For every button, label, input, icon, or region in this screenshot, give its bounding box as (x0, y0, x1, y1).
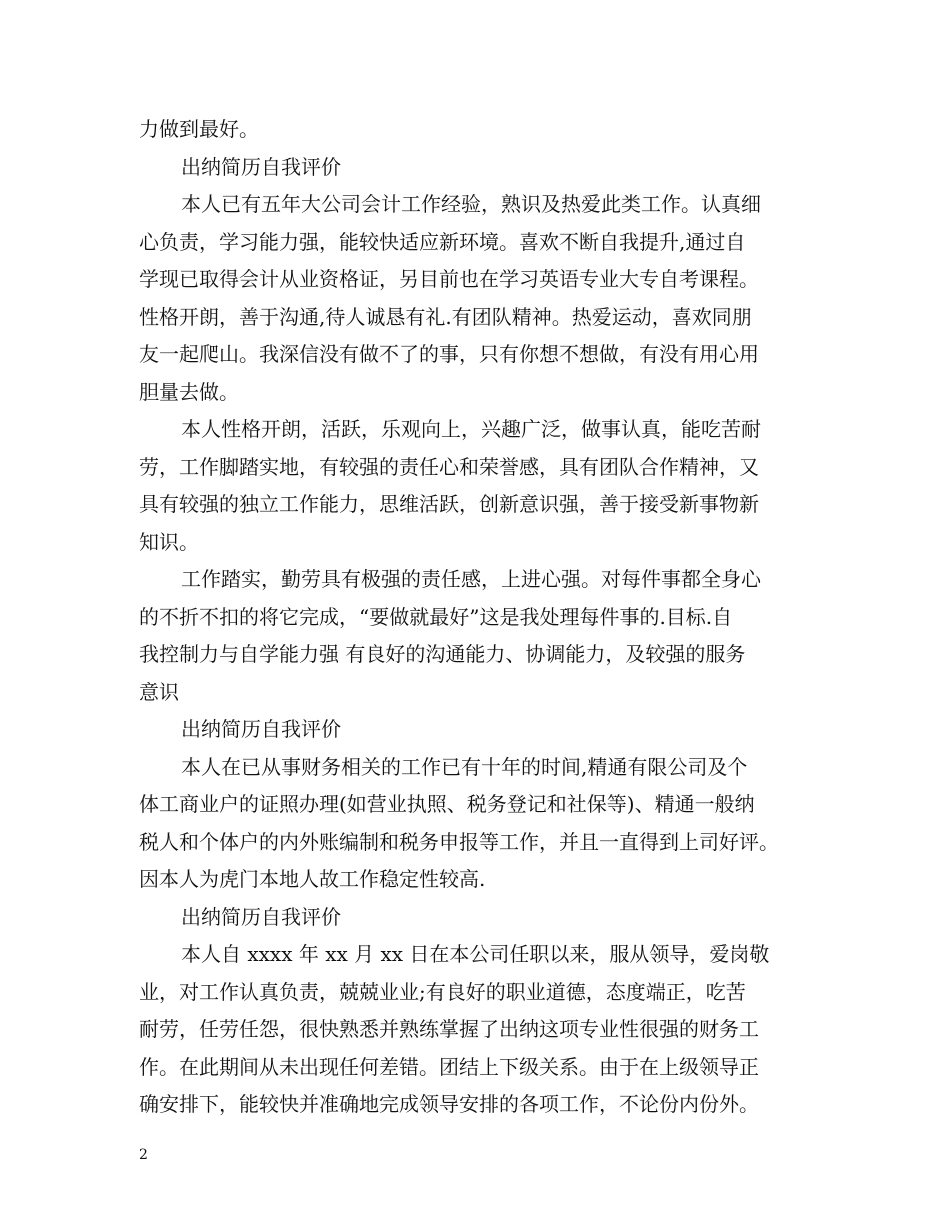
text-line: 作。在此期间从未出现任何差错。团结上下级关系。由于在上级领导正 (139, 1054, 759, 1079)
text-line: 确安排下，能较快并准确地完成领导安排的各项工作，不论份内份外。 (139, 1092, 759, 1116)
text-line: 力做到最好。 (139, 117, 259, 141)
text-line: 工作踏实，勤劳具有极强的责任感，上进心强。对每件事都全身心 (181, 567, 761, 591)
text-line: 本人在已从事财务相关的工作已有十年的时间,精通有限公司及个 (181, 754, 748, 779)
text-line: 胆量去做。 (139, 379, 239, 404)
text-line: 意识 (139, 679, 179, 704)
text-line: 具有较强的独立工作能力，思维活跃，创新意识强，善于接受新事物新 (139, 492, 759, 516)
text-line: 我控制力与自学能力强 有良好的沟通能力、协调能力，及较强的服务 (139, 642, 746, 666)
text-line: 友一起爬山。我深信没有做不了的事，只有你想不想做，有没有用心用 (139, 342, 759, 366)
text-line: 税人和个体户的内外账编制和税务申报等工作，并且一直得到上司好评。 (139, 829, 779, 854)
page-number: 2 (139, 1147, 148, 1163)
text-line: 知识。 (139, 529, 199, 554)
text-line: 出纳简历自我评价 (181, 717, 341, 741)
text-line: 耐劳，任劳任怨，很快熟悉并熟练掌握了出纳这项专业性很强的财务工 (139, 1017, 759, 1041)
text-line: 的不折不扣的将它完成，“要做就最好”这是我处理每件事的.目标.自 (139, 604, 733, 629)
document-body (139, 111, 829, 1124)
text-line: 本人自 xxxx 年 xx 月 xx 日在本公司任职以来，服从领导，爱岗敬 (181, 942, 770, 966)
text-line: 学现已取得会计从业资格证，另目前也在学习英语专业大专自考课程。 (139, 267, 759, 291)
text-line: 劳，工作脚踏实地，有较强的责任心和荣誉感，具有团队合作精神，又 (139, 454, 759, 479)
text-line: 业，对工作认真负责，兢兢业业;有良好的职业道德，态度端正，吃苦 (139, 979, 746, 1004)
text-line: 因本人为虎门本地人故工作稳定性较高. (139, 867, 486, 891)
text-line: 性格开朗，善于沟通,待人诚恳有礼.有团队精神。热爱运动，喜欢同朋 (139, 304, 752, 329)
text-line: 本人已有五年大公司会计工作经验，熟识及热爱此类工作。认真细 (181, 192, 761, 216)
text-line: 出纳简历自我评价 (181, 154, 341, 179)
text-line: 体工商业户的证照办理(如营业执照、税务登记和社保等)、精通一般纳 (139, 792, 755, 816)
text-line: 本人性格开朗，活跃，乐观向上，兴趣广泛，做事认真，能吃苦耐 (181, 417, 761, 441)
text-line: 出纳简历自我评价 (181, 904, 341, 929)
text-line: 心负责，学习能力强，能较快适应新环境。喜欢不断自我提升,通过自 (139, 229, 746, 254)
